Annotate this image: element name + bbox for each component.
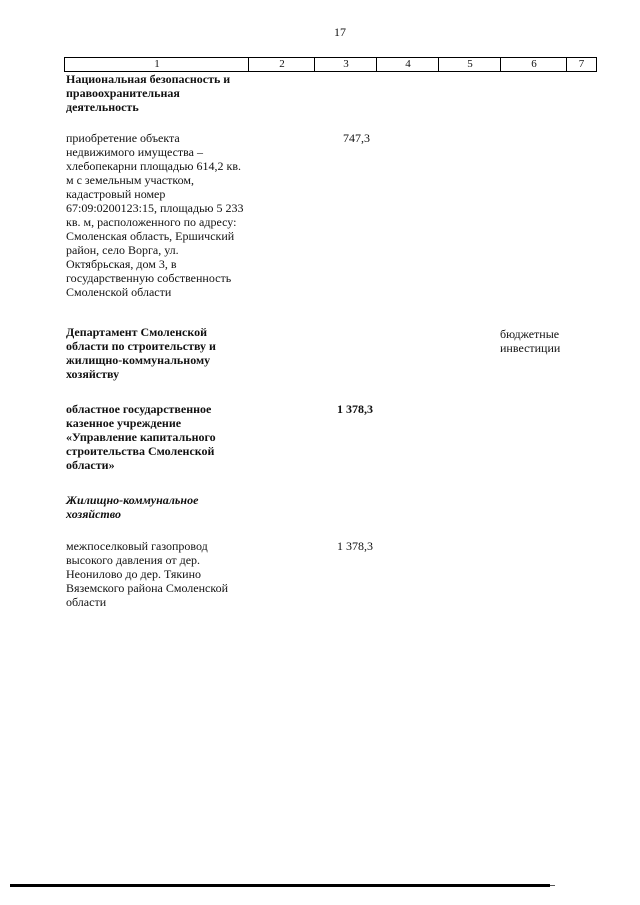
- column-header-2: 2: [248, 57, 315, 72]
- footer-rule-end: [550, 885, 555, 886]
- column-header-5: 5: [438, 57, 501, 72]
- pipeline-amount: 1 378,3: [337, 539, 373, 553]
- column-header-4: 4: [376, 57, 439, 72]
- column-header-1: 1: [64, 57, 249, 72]
- investment-type: бюджетные инвестиции: [500, 327, 561, 355]
- acquisition-amount: 747,3: [343, 131, 370, 145]
- acquisition-description: приобретение объекта недвижимого имущества – хлебопекарни площадью 614,2 кв. м с земельным участком, кадастровый номер 67:09:0200123:15, площадью 5 233 кв. м, расположенного по адресу: Смоленская область, Ершичский район, село Ворга, ул. Октябрьская, дом 3, в государственную собственность Смоленской области: [66, 131, 244, 299]
- pipeline-description: межпоселковый газопровод высокого давления от дер. Неонилово до дер. Тякино Вяземского района Смоленской области: [66, 539, 228, 609]
- column-header-6: 6: [500, 57, 567, 72]
- section-housing: Жилищно-коммунальное хозяйство: [66, 493, 199, 521]
- section-national-security: Национальная безопасность и правоохранительная деятельность: [66, 72, 231, 114]
- column-header-row: [64, 57, 596, 72]
- page-number: 17: [334, 25, 346, 39]
- column-header-7: 7: [566, 57, 597, 72]
- section-department: Департамент Смоленской области по строительству и жилищно-коммунальному хозяйству: [66, 325, 216, 381]
- institution-name: областное государственное казенное учреждение «Управление капитального строительства Смоленской области»: [66, 402, 216, 472]
- institution-amount: 1 378,3: [337, 402, 373, 416]
- footer-rule: [10, 884, 550, 887]
- column-header-3: 3: [314, 57, 377, 72]
